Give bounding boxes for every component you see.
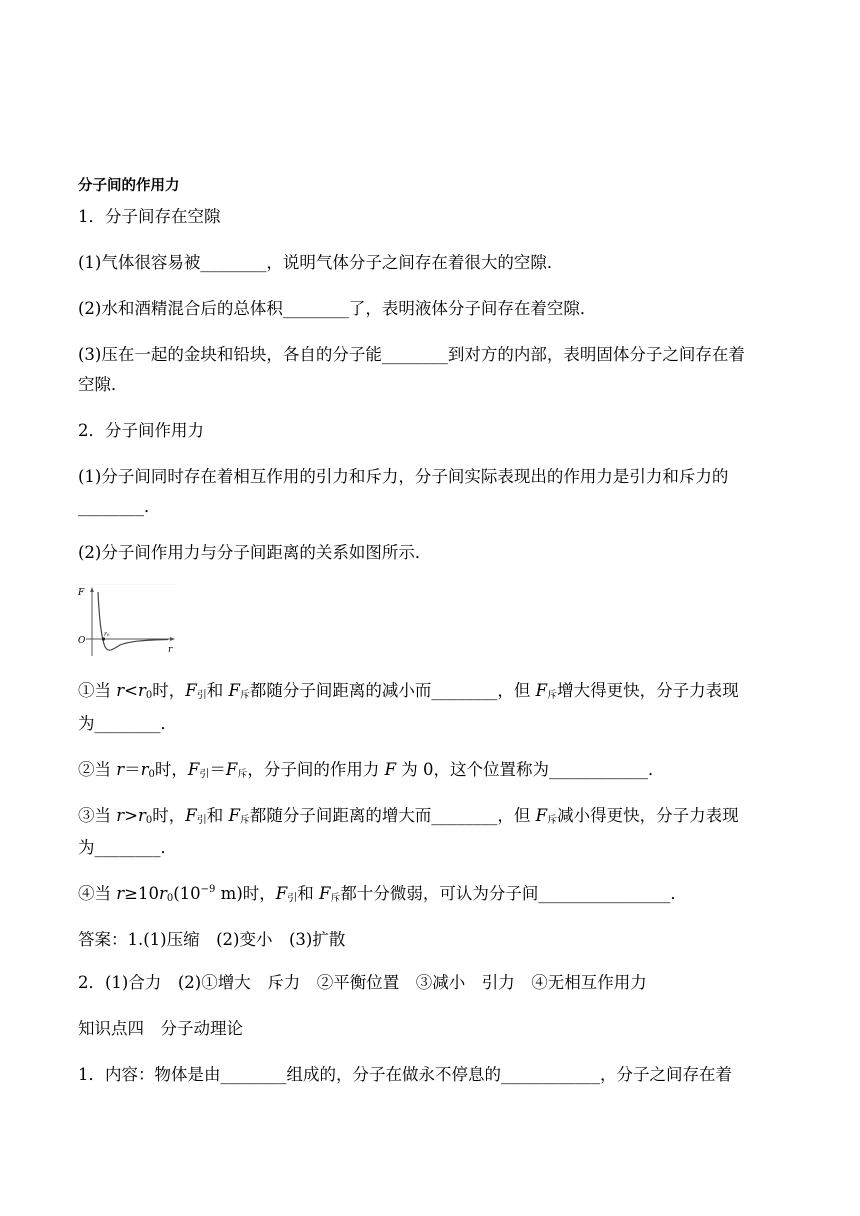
s2-paragraph-1-cont: ________． bbox=[78, 497, 161, 516]
force-curve bbox=[98, 592, 168, 650]
y-axis-arrow bbox=[90, 587, 94, 592]
kp4-paragraph-1: 1．内容：物体是由________组成的，分子在做永不停息的____________，分子之间存在着 bbox=[78, 1065, 732, 1084]
item-4: ④当 $r\ge 10r0(10^{-9}$ m)时，F引和 F斥都十分微弱，可认为分子间________________． bbox=[78, 884, 687, 904]
item-1-cont: 为________． bbox=[78, 714, 177, 733]
s2-paragraph-1: (1)分子间同时存在着相互作用的引力和斥力，分子间实际表现出的作用力是引力和斥力的 bbox=[78, 467, 729, 486]
section-1-title: 1．分子间存在空隙 bbox=[78, 207, 221, 226]
section-2-title: 2．分子间作用力 bbox=[78, 421, 204, 440]
origin-label: O bbox=[78, 636, 86, 646]
s1-paragraph-2: (2)水和酒精混合后的总体积________了，表明液体分子间存在着空隙． bbox=[78, 299, 597, 318]
answer-line-2: 2．(1)合力 (2)①增大 斥力 ②平衡位置 ③减小 引力 ④无相互作用力 bbox=[78, 973, 647, 992]
knowledge-point-4-title: 知识点四 分子动理论 bbox=[78, 1019, 243, 1038]
s1-paragraph-3-cont: 空隙． bbox=[78, 375, 128, 394]
item-2: ②当 r＝r0时，F引＝F斥，分子间的作用力 F 为 0，这个位置称为____________． bbox=[78, 760, 665, 780]
item-1: ①当 r<r0时，F引和 F斥都随分子间距离的减小而________，但 F斥增大得更快，分子力表现 bbox=[78, 681, 739, 701]
r0-label: r₀ bbox=[104, 631, 110, 638]
y-axis-label: F bbox=[78, 588, 85, 598]
s1-paragraph-3: (3)压在一起的金块和铅块，各自的分子能________到对方的内部，表明固体分子之间存在着 bbox=[78, 345, 745, 364]
s1-paragraph-1: (1)气体很容易被________，说明气体分子之间存在着很大的空隙． bbox=[78, 253, 564, 272]
s2-paragraph-2: (2)分子间作用力与分子间距离的关系如图所示． bbox=[78, 543, 432, 562]
answer-line-1: 答案：1.(1)压缩 (2)变小 (3)扩散 bbox=[78, 930, 346, 949]
x-axis-label: r bbox=[168, 645, 173, 655]
item-3-cont: 为________． bbox=[78, 838, 177, 857]
x-axis-arrow bbox=[170, 637, 175, 641]
section-heading: 分子间的作用力 bbox=[78, 177, 180, 194]
force-distance-graph bbox=[76, 584, 176, 656]
item-3: ③当 r>r0时，F引和 F斥都随分子间距离的增大而________，但 F斥减小得更快，分子力表现 bbox=[78, 806, 739, 826]
